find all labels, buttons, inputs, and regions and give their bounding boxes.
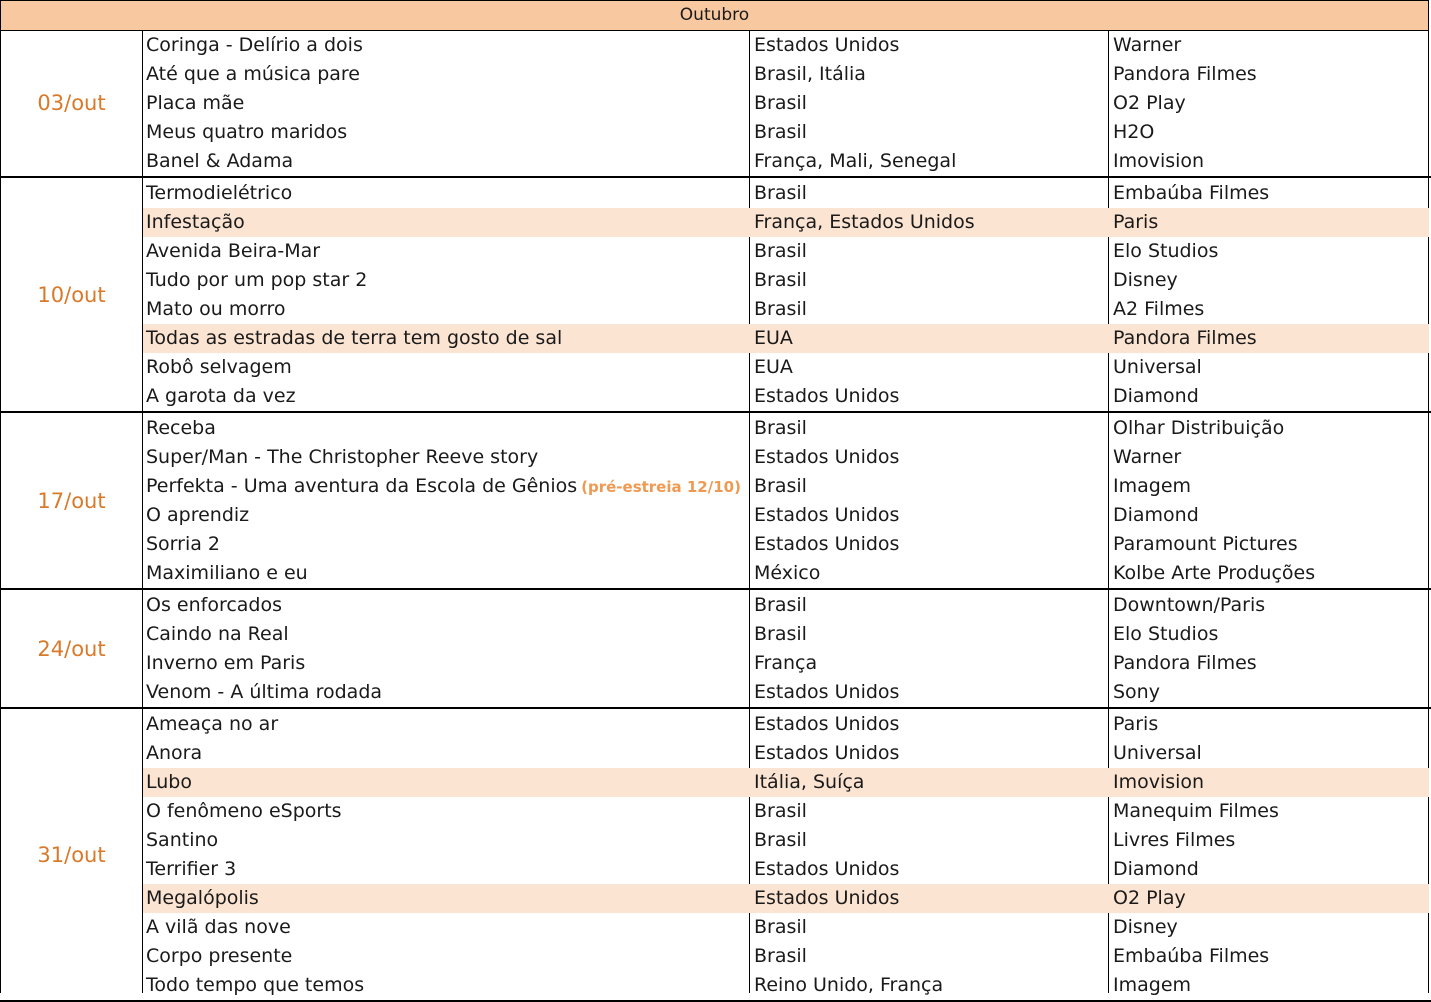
movie-country: Estados Unidos bbox=[754, 887, 900, 909]
movie-country: França, Mali, Senegal bbox=[754, 150, 957, 172]
movie-distributor: Paris bbox=[1113, 211, 1159, 233]
movie-distributor: Diamond bbox=[1113, 385, 1199, 407]
movie-title-text: Inverno em Paris bbox=[146, 652, 306, 674]
table-row[interactable] bbox=[143, 649, 1429, 678]
movie-title bbox=[146, 501, 249, 530]
table-row[interactable] bbox=[143, 855, 1429, 884]
preview-note: (pré-estreia 12/10) bbox=[581, 478, 741, 496]
movie-title-text: Super/Man - The Christopher Reeve story bbox=[146, 446, 539, 468]
movie-title-text: Todas as estradas de terra tem gosto de sal bbox=[146, 327, 563, 349]
movie-title bbox=[146, 324, 562, 353]
movie-country: Estados Unidos bbox=[754, 446, 900, 468]
table-row[interactable] bbox=[143, 710, 1429, 739]
movie-title bbox=[146, 559, 308, 588]
release-date: 24/out bbox=[37, 637, 106, 661]
movie-distributor: Diamond bbox=[1113, 504, 1199, 526]
table-row[interactable] bbox=[143, 353, 1429, 382]
movie-title-text: Infestação bbox=[146, 211, 245, 233]
movie-title bbox=[146, 591, 282, 620]
movie-country: Brasil bbox=[754, 916, 807, 938]
table-row[interactable] bbox=[143, 414, 1429, 443]
movie-title-text: Tudo por um pop star 2 bbox=[146, 269, 368, 291]
table-row[interactable] bbox=[143, 208, 1429, 237]
movie-title bbox=[146, 797, 342, 826]
movie-country: Brasil bbox=[754, 121, 807, 143]
movie-distributor: Embaúba Filmes bbox=[1113, 182, 1270, 204]
table-row[interactable] bbox=[143, 472, 1429, 501]
movie-country: Brasil bbox=[754, 623, 807, 645]
movie-distributor: Paramount Pictures bbox=[1113, 533, 1298, 555]
movie-title bbox=[146, 60, 360, 89]
movie-title-text: Coringa - Delírio a dois bbox=[146, 34, 363, 56]
movie-distributor: Diamond bbox=[1113, 858, 1199, 880]
movie-country: EUA bbox=[754, 356, 793, 378]
table-row[interactable] bbox=[143, 147, 1429, 176]
movie-title-text: O aprendiz bbox=[146, 504, 250, 526]
group-divider bbox=[0, 707, 1431, 709]
group-divider bbox=[0, 588, 1431, 590]
table-row[interactable] bbox=[143, 179, 1429, 208]
movie-title bbox=[146, 913, 291, 942]
movie-distributor: Embaúba Filmes bbox=[1113, 945, 1270, 967]
table-row[interactable] bbox=[143, 443, 1429, 472]
table-row[interactable] bbox=[143, 913, 1429, 942]
movie-country: EUA bbox=[754, 327, 793, 349]
movie-distributor: Sony bbox=[1113, 681, 1160, 703]
movie-title-text: Maximiliano e eu bbox=[146, 562, 308, 584]
movie-distributor: H2O bbox=[1113, 121, 1155, 143]
movie-country: Brasil bbox=[754, 240, 807, 262]
movie-country: Estados Unidos bbox=[754, 385, 900, 407]
movie-distributor: Pandora Filmes bbox=[1113, 327, 1257, 349]
release-date: 03/out bbox=[37, 91, 106, 115]
movie-distributor: Disney bbox=[1113, 269, 1178, 291]
release-date: 31/out bbox=[37, 843, 106, 867]
release-date: 10/out bbox=[37, 283, 106, 307]
movie-title-text: Os enforcados bbox=[146, 594, 283, 616]
movie-country: Brasil bbox=[754, 92, 807, 114]
movie-distributor: Pandora Filmes bbox=[1113, 652, 1257, 674]
movie-title bbox=[146, 31, 363, 60]
movie-title-text: Robô selvagem bbox=[146, 356, 292, 378]
table-row[interactable] bbox=[143, 324, 1429, 353]
table-row[interactable] bbox=[143, 971, 1429, 1000]
movie-distributor: Imovision bbox=[1113, 150, 1205, 172]
movie-country: Brasil bbox=[754, 298, 807, 320]
group-divider bbox=[0, 176, 1431, 178]
movie-title bbox=[146, 147, 293, 176]
table-row[interactable] bbox=[143, 295, 1429, 324]
movie-country: França bbox=[754, 652, 818, 674]
movie-country: Estados Unidos bbox=[754, 34, 900, 56]
movie-country: Brasil bbox=[754, 182, 807, 204]
table-row[interactable] bbox=[143, 530, 1429, 559]
movie-title bbox=[146, 414, 216, 443]
table-row[interactable] bbox=[143, 559, 1429, 588]
movie-distributor: Kolbe Arte Produções bbox=[1113, 562, 1316, 584]
movie-title-text: Receba bbox=[146, 417, 216, 439]
movie-title bbox=[146, 649, 305, 678]
movie-title-text: Sorria 2 bbox=[146, 533, 221, 555]
movie-country: Brasil bbox=[754, 269, 807, 291]
movie-title-text: Corpo presente bbox=[146, 945, 293, 967]
movie-title-text: O fenômeno eSports bbox=[146, 800, 342, 822]
movie-country: Itália, Suíça bbox=[754, 771, 865, 793]
movie-title-text: Avenida Beira-Mar bbox=[146, 240, 321, 262]
movie-title-text: Caindo na Real bbox=[146, 623, 289, 645]
group-divider bbox=[0, 411, 1431, 413]
table-row[interactable] bbox=[143, 591, 1429, 620]
movie-title-text: Mato ou morro bbox=[146, 298, 286, 320]
movie-title bbox=[146, 353, 292, 382]
movie-distributor: Elo Studios bbox=[1113, 623, 1219, 645]
movie-country: França, Estados Unidos bbox=[754, 211, 975, 233]
movie-title bbox=[146, 118, 347, 147]
movie-title-text: Placa mãe bbox=[146, 92, 245, 114]
movie-country: Brasil bbox=[754, 800, 807, 822]
table-row[interactable] bbox=[143, 382, 1429, 411]
movie-distributor: Disney bbox=[1113, 916, 1178, 938]
movie-title bbox=[146, 237, 320, 266]
table-row[interactable] bbox=[143, 266, 1429, 295]
movie-title bbox=[146, 855, 236, 884]
table-row[interactable] bbox=[143, 768, 1429, 797]
movie-country: Brasil bbox=[754, 945, 807, 967]
table-row[interactable] bbox=[143, 942, 1429, 971]
movie-country: México bbox=[754, 562, 821, 584]
movie-country: Brasil bbox=[754, 829, 807, 851]
movie-title-text: Megalópolis bbox=[146, 887, 259, 909]
movie-title-text: Santino bbox=[146, 829, 219, 851]
movie-title bbox=[146, 530, 220, 559]
movie-title-text: Terrifier 3 bbox=[146, 858, 237, 880]
table-row[interactable] bbox=[143, 89, 1429, 118]
movie-title bbox=[146, 472, 741, 501]
movie-title bbox=[146, 678, 382, 707]
movie-title-text: A garota da vez bbox=[146, 385, 296, 407]
movie-title-text: Ameaça no ar bbox=[146, 713, 279, 735]
movie-title bbox=[146, 768, 192, 797]
movie-distributor: Universal bbox=[1113, 742, 1202, 764]
movie-distributor: Universal bbox=[1113, 356, 1202, 378]
movie-title bbox=[146, 739, 202, 768]
movie-title bbox=[146, 884, 259, 913]
movie-distributor: Livres Filmes bbox=[1113, 829, 1236, 851]
movie-title-text: Venom - A última rodada bbox=[146, 681, 383, 703]
movie-country: Estados Unidos bbox=[754, 858, 900, 880]
table-row[interactable] bbox=[143, 797, 1429, 826]
movie-distributor: Manequim Filmes bbox=[1113, 800, 1279, 822]
movie-country: Estados Unidos bbox=[754, 713, 900, 735]
table-row[interactable] bbox=[143, 237, 1429, 266]
movie-title bbox=[146, 942, 292, 971]
movie-title-text: Anora bbox=[146, 742, 203, 764]
movie-distributor: O2 Play bbox=[1113, 92, 1186, 114]
movie-title bbox=[146, 971, 364, 1000]
table-row[interactable] bbox=[143, 678, 1429, 707]
movie-title-text: Até que a música pare bbox=[146, 63, 361, 85]
movie-distributor: Warner bbox=[1113, 446, 1182, 468]
movie-distributor: A2 Filmes bbox=[1113, 298, 1205, 320]
movie-title bbox=[146, 295, 286, 324]
month-header: Outubro bbox=[0, 0, 1429, 31]
movie-title bbox=[146, 382, 296, 411]
movie-distributor: Warner bbox=[1113, 34, 1182, 56]
movie-title bbox=[146, 208, 245, 237]
movie-country: Brasil bbox=[754, 594, 807, 616]
table-row[interactable] bbox=[143, 884, 1429, 913]
movie-distributor: Imovision bbox=[1113, 771, 1205, 793]
movie-title bbox=[146, 266, 367, 295]
movie-distributor: Downtown/Paris bbox=[1113, 594, 1266, 616]
movie-title bbox=[146, 89, 244, 118]
movie-country: Estados Unidos bbox=[754, 533, 900, 555]
movie-title bbox=[146, 710, 278, 739]
table-row[interactable] bbox=[143, 826, 1429, 855]
movie-distributor: Imagem bbox=[1113, 475, 1192, 497]
movie-title bbox=[146, 826, 218, 855]
release-date: 17/out bbox=[37, 489, 106, 513]
movie-title bbox=[146, 443, 538, 472]
movie-title-text: Todo tempo que temos bbox=[146, 974, 365, 996]
movie-title-text: Lubo bbox=[146, 771, 192, 793]
movie-title-text: A vilã das nove bbox=[146, 916, 291, 938]
movie-country: Estados Unidos bbox=[754, 504, 900, 526]
movie-distributor: Paris bbox=[1113, 713, 1159, 735]
movie-title-text: Termodielétrico bbox=[146, 182, 293, 204]
movie-country: Brasil bbox=[754, 475, 807, 497]
movie-title bbox=[146, 179, 292, 208]
movie-distributor: O2 Play bbox=[1113, 887, 1186, 909]
movie-country: Brasil bbox=[754, 417, 807, 439]
movie-title-text: Meus quatro maridos bbox=[146, 121, 348, 143]
movie-distributor: Olhar Distribuição bbox=[1113, 417, 1285, 439]
table-row[interactable] bbox=[143, 739, 1429, 768]
table-row[interactable] bbox=[143, 501, 1429, 530]
movie-distributor: Imagem bbox=[1113, 974, 1192, 996]
movie-country: Reino Unido, França bbox=[754, 974, 944, 996]
movie-distributor: Pandora Filmes bbox=[1113, 63, 1257, 85]
movie-country: Estados Unidos bbox=[754, 742, 900, 764]
movie-country: Brasil, Itália bbox=[754, 63, 866, 85]
table-row[interactable] bbox=[143, 60, 1429, 89]
movie-title-text: Banel & Adama bbox=[146, 150, 294, 172]
movie-distributor: Elo Studios bbox=[1113, 240, 1219, 262]
movie-title bbox=[146, 620, 289, 649]
movie-title-text: Perfekta - Uma aventura da Escola de Gênios bbox=[146, 475, 578, 497]
table-row[interactable] bbox=[143, 118, 1429, 147]
table-row[interactable] bbox=[143, 31, 1429, 60]
movie-country: Estados Unidos bbox=[754, 681, 900, 703]
table-row[interactable] bbox=[143, 620, 1429, 649]
